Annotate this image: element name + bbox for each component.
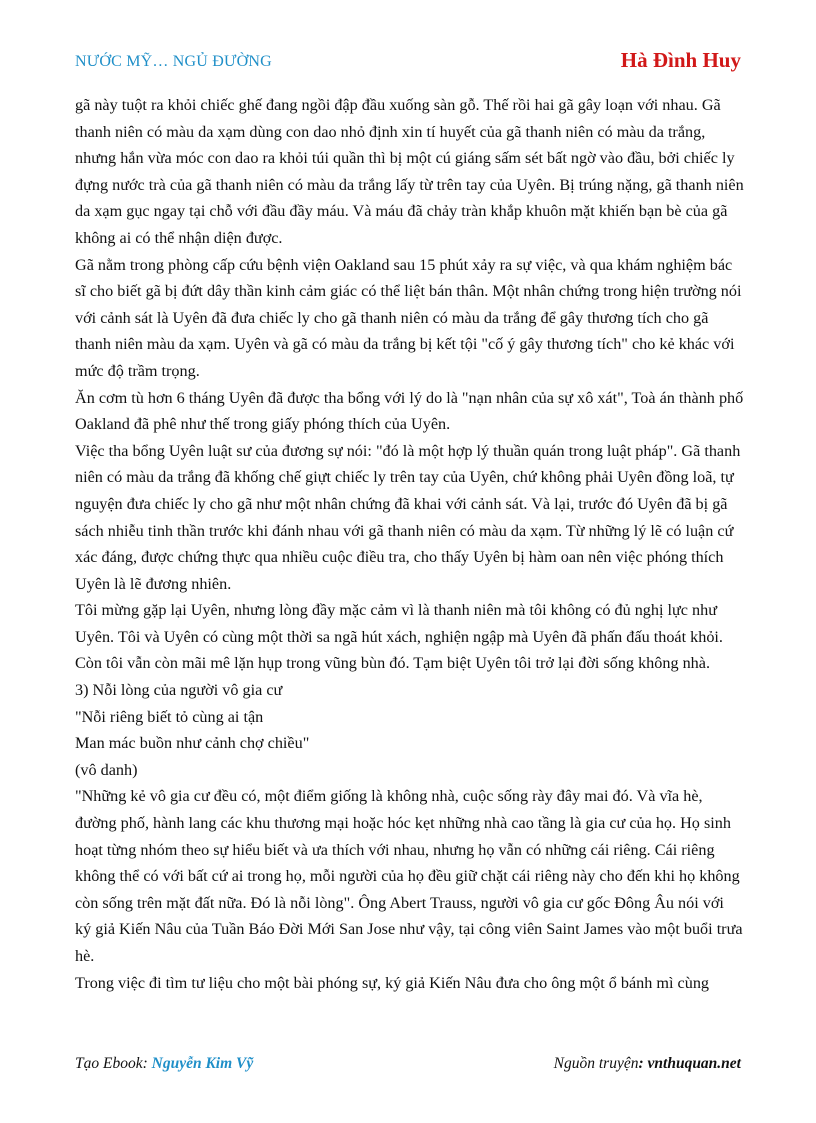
section-heading: 3) Nỗi lòng của người vô gia cư: [75, 681, 283, 700]
author-name: Hà Đình Huy: [620, 48, 741, 72]
book-title: NƯỚC MỸ… NGỦ ĐƯỜNG: [75, 53, 272, 70]
verse-line: Man mác buồn như cảnh chợ chiều": [75, 734, 310, 753]
page-header: [75, 48, 741, 78]
paragraph: "Những kẻ vô gia cư đều có, một điểm giống là không nhà, cuộc sống rày đây mai đó. Và vĩa hè, đường phố, hành lang các khu thương mại hoặc hóc kẹt những nhà cao tầng là gia cư của họ. Họ sinh hoạt từng nhóm theo sự hiểu biết và ưa thích với nhau, nhưng họ vẫn có những cái riêng. Cái riêng không thể có với bất cứ ai trong họ, mỗi người của họ đều giữ chặt cái riêng này cho đến khi họ không còn sống trên mặt đất nữa. Đó là nỗi lòng". Ông Abert Trauss, người vô gia cư gốc Đông Âu nói với ký giả Kiến Nâu của Tuần Báo Đời Mới San Jose như vậy, tại công viên Saint James vào một buổi trưa hè.: [75, 787, 743, 965]
verse-attribution: (vô danh): [75, 760, 138, 779]
ebook-separator: :: [142, 1055, 152, 1072]
source-separator: :: [638, 1055, 648, 1072]
paragraph: Gã nằm trong phòng cấp cứu bệnh viện Oakland sau 15 phút xảy ra sự việc, và qua khám nghiệm bác sĩ cho biết gã bị đứt dây thần kinh cảm giác có thể liệt bán thân. Một nhân chứng trong hiện trường nói với cảnh sát là Uyên đã đưa chiếc ly cho gã thanh niên có màu da trắng để gây thương tích cho gã thanh niên màu da xạm. Uyên và gã có màu da trắng bị kết tội "cố ý gây thương tích" cho kẻ khác với mức độ trầm trọng.: [75, 255, 742, 380]
source-label: Nguồn truyện: [553, 1055, 639, 1072]
paragraph: Ăn cơm tù hơn 6 tháng Uyên đã được tha bổng với lý do là "nạn nhân của sự xô xát", Toà án thành phố Oakland đã phê như thế trong giấy phóng thích của Uyên.: [75, 388, 744, 434]
ebook-label: Tạo Ebook: [75, 1055, 143, 1072]
page-body: [75, 92, 744, 996]
ebook-credit: [75, 1055, 253, 1073]
paragraph: Việc tha bổng Uyên luật sư của đương sự nói: "đó là một hợp lý thuần quán trong luật pháp". Gã thanh niên có màu da trắng đã khống chế giựt chiếc ly trên tay của Uyên, chứ không phải Uyên đồng loã, tự nguyện đưa chiếc ly cho gã như một nhân chứng đã khai với cảnh sát. Và lại, trước đó Uyên đã bị gã sách nhiễu tinh thần trước khi đánh nhau với gã thanh niên có màu da xạm. Từ những lý lẽ có luận cứ xác đáng, được chứng thực qua nhiều cuộc điều tra, cho thấy Uyên bị hàm oan nên việc phóng thích Uyên là lẽ đương nhiên.: [75, 441, 741, 593]
ebook-creator-name: Nguyễn Kim Vỹ: [151, 1055, 254, 1072]
verse-line: "Nỗi riêng biết tỏ cùng ai tận: [75, 707, 264, 726]
source-credit: [554, 1055, 741, 1073]
paragraph: Tôi mừng gặp lại Uyên, nhưng lòng đầy mặc cảm vì là thanh niên mà tôi không có đủ nghị lực như Uyên. Tôi và Uyên có cùng một thời sa ngã hút xách, nghiện ngập mà Uyên đã phấn đấu thoát khỏi. Còn tôi vẫn còn mãi mê lặn hụp trong vũng bùn đó. Tạm biệt Uyên tôi trở lại đời sống không nhà.: [75, 601, 723, 673]
paragraph: Trong việc đi tìm tư liệu cho một bài phóng sự, ký giả Kiến Nâu đưa cho ông một ổ bánh mì cùng: [75, 973, 710, 992]
paragraph: gã này tuột ra khỏi chiếc ghế đang ngồi đập đầu xuống sàn gỗ. Thế rồi hai gã gây loạn với nhau. Gã thanh niên có màu da xạm dùng con dao nhỏ định xin tí huyết của gã thanh niên có màu da trắng, nhưng hắn vừa móc con dao ra khỏi túi quần thì bị một cú giáng sấm sét bất ngờ vào đầu, bởi chiếc ly đựng nước trà của gã thanh niên có màu da trắng lấy từ trên tay của Uyên. Bị trúng nặng, gã thanh niên da xạm gục ngay tại chỗ với đầu đầy máu. Và máu đã chảy tràn khắp khuôn mặt khiến bạn bè của gã không ai có thể nhận diện được.: [75, 96, 744, 247]
source-site: vnthuquan.net: [647, 1055, 741, 1072]
